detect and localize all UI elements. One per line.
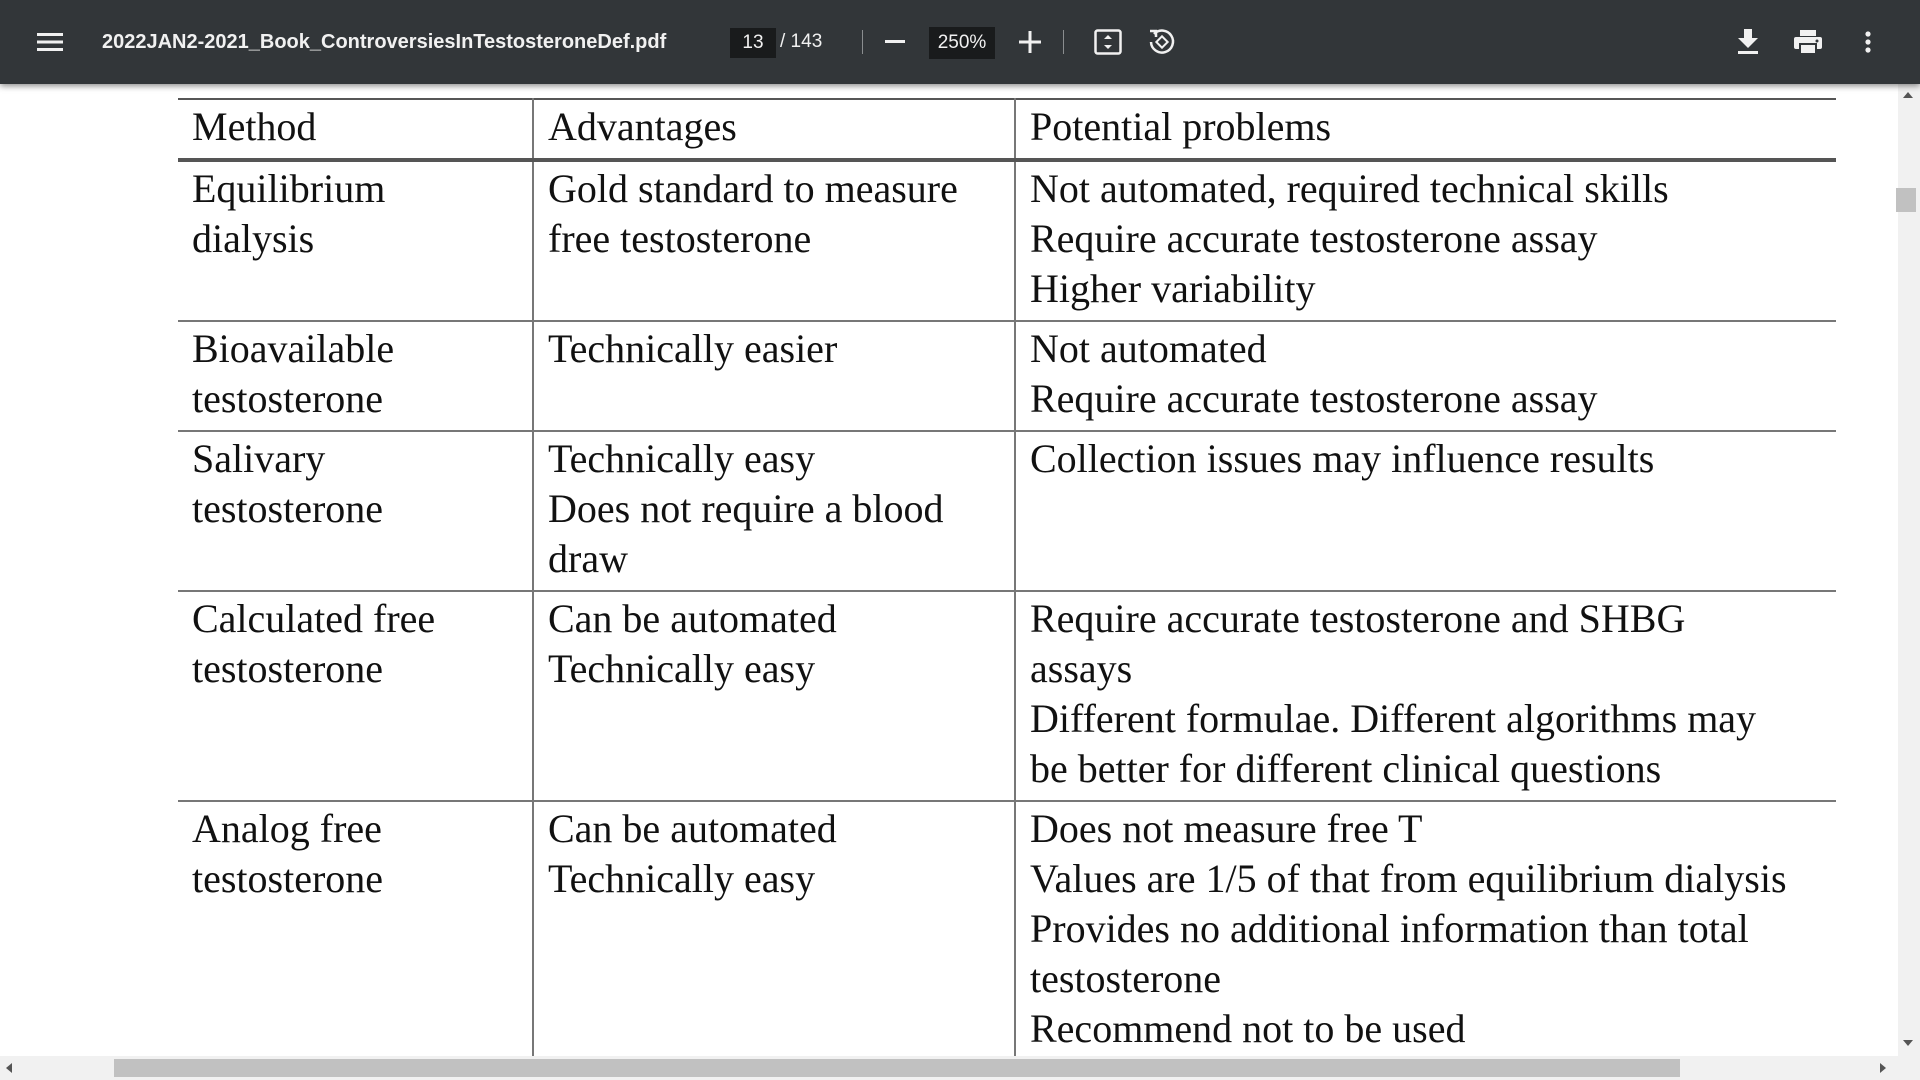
scroll-down-arrow-icon[interactable] [1903, 1040, 1913, 1046]
menu-icon[interactable] [30, 22, 70, 62]
rotate-icon [1148, 28, 1176, 56]
comparison-table [178, 98, 1836, 1056]
scroll-up-arrow-icon[interactable] [1903, 92, 1913, 98]
cell-advantages: Gold standard to measure free testosterone [533, 160, 1015, 321]
header-method: Method [178, 99, 533, 160]
download-icon [1737, 29, 1759, 55]
page-number-input[interactable] [730, 28, 776, 58]
zoom-in-button[interactable] [1010, 22, 1050, 62]
cell-method: Equilibrium dialysis [178, 160, 533, 321]
cell-problems: Collection issues may influence results [1030, 436, 1655, 481]
print-button[interactable] [1788, 22, 1828, 62]
print-icon [1794, 30, 1822, 54]
cell-method: Calculated free testosterone [178, 591, 533, 801]
page-total: / 143 [780, 31, 823, 52]
scroll-left-arrow-icon[interactable] [6, 1063, 12, 1073]
fit-to-page-button[interactable] [1088, 22, 1128, 62]
table-row [178, 591, 1836, 801]
vertical-scrollbar[interactable] [1898, 84, 1920, 1056]
table-row [178, 431, 1836, 591]
cell-method: Salivary testosterone [178, 431, 533, 591]
toolbar-divider [1063, 30, 1064, 54]
table-row [178, 160, 1836, 321]
minus-icon [885, 40, 905, 44]
vertical-scrollbar-thumb[interactable] [1896, 188, 1916, 212]
table-row [178, 801, 1836, 1056]
horizontal-scrollbar-thumb[interactable] [114, 1059, 1680, 1077]
header-advantages: Advantages [533, 99, 1015, 160]
pdf-page-viewport [0, 84, 1898, 1056]
table-header-row [178, 99, 1836, 160]
cell-problems: Does not measure free T Values are 1/5 of that from equilibrium dialysis Provides no additional information than total testosterone Recommend not to be used [1030, 806, 1787, 1051]
rotate-button[interactable] [1142, 22, 1182, 62]
document-title: 2022JAN2-2021_Book_ControversiesInTestosteroneDef.pdf [102, 31, 667, 53]
cell-method: Bioavailable testosterone [178, 321, 533, 431]
cell-method: Analog free testosterone [178, 801, 533, 1056]
plus-icon [1019, 31, 1041, 53]
cell-problems: Not automated, required technical skills Require accurate testosterone assay Higher variability [1030, 166, 1669, 311]
fit-page-icon [1094, 29, 1122, 55]
cell-advantages: Technically easier [533, 321, 1015, 431]
cell-advantages: Can be automated Technically easy [533, 801, 1015, 1056]
cell-advantages: Can be automated Technically easy [533, 591, 1015, 801]
download-button[interactable] [1728, 22, 1768, 62]
cell-problems: Require accurate testosterone and SHBG assays Different formulae. Different algorithms may be better for different clinical questions [1030, 596, 1757, 791]
more-vert-icon [1865, 31, 1871, 53]
pdf-toolbar [0, 0, 1920, 84]
cell-advantages: Technically easy Does not require a blood draw [533, 431, 1015, 591]
table-row [178, 321, 1836, 431]
header-potential-problems: Potential problems [1030, 104, 1332, 149]
toolbar-divider [862, 30, 863, 54]
more-options-button[interactable] [1848, 22, 1888, 62]
scroll-right-arrow-icon[interactable] [1880, 1063, 1886, 1073]
zoom-level-input[interactable] [929, 27, 995, 59]
zoom-out-button[interactable] [875, 22, 915, 62]
cell-problems: Not automated Require accurate testosterone assay [1030, 326, 1598, 421]
